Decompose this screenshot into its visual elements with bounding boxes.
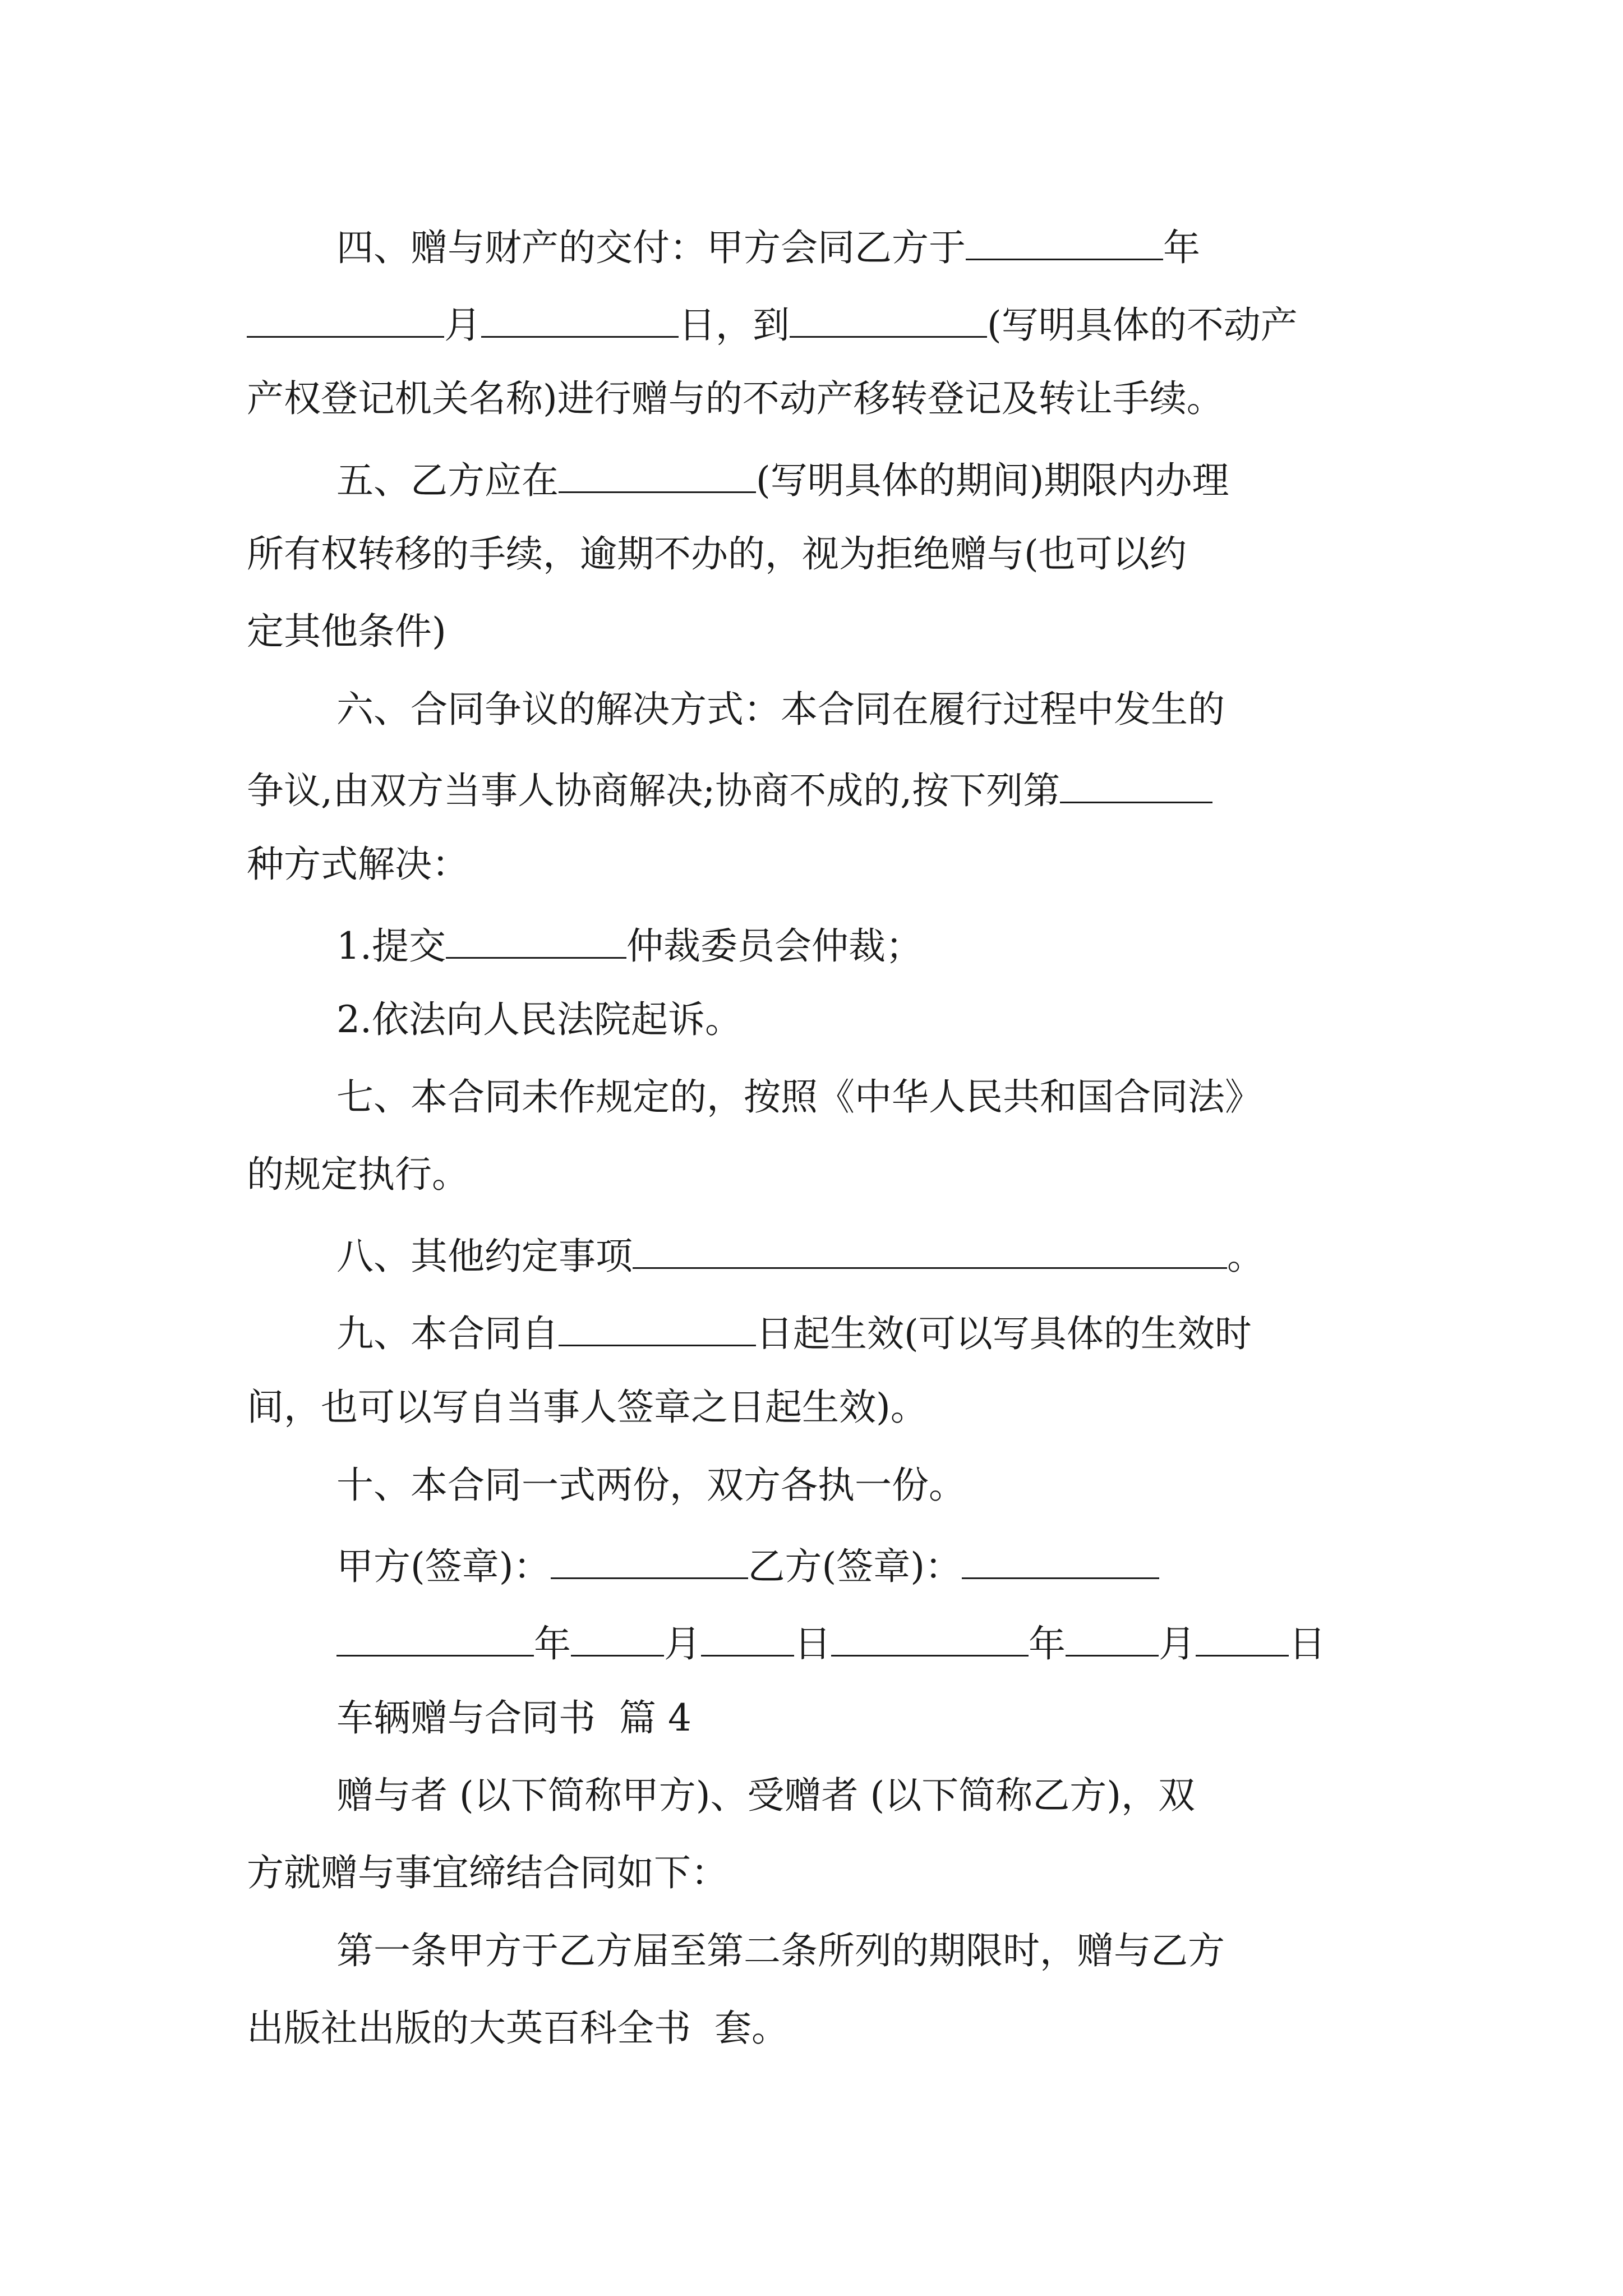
blank (559, 1308, 756, 1346)
clause5-line3: 定其他条件) (247, 610, 446, 653)
day-label: 日，到 (679, 303, 790, 347)
blank (559, 454, 756, 493)
clause9-text: 九、本合同自 (336, 1312, 559, 1355)
article1-line1: 第一条甲方于乙方届至第二条所列的期限时，赠与乙方 (336, 1929, 1225, 1972)
clause7-line1: 七、本合同未作规定的，按照《中华人民共和国合同法》 (336, 1075, 1262, 1119)
blank (701, 1618, 794, 1657)
clause6-line1: 六、合同争议的解决方式：本合同在履行过程中发生的 (336, 688, 1225, 731)
clause6-text: 争议,由双方当事人协商解决;协商不成的,按下列第 (247, 769, 1061, 812)
party-b-label: 乙方(签章)： (748, 1545, 962, 1588)
blank (1066, 1618, 1159, 1657)
blank (1196, 1618, 1289, 1657)
clause5-line2: 所有权转移的手续，逾期不办的，视为拒绝赠与(也可以约 (247, 532, 1187, 576)
section4-intro-line2: 方就赠与事宜缔结合同如下： (247, 1851, 728, 1894)
clause7-line2: 的规定执行。 (247, 1153, 469, 1196)
clause8-text: 八、其他约定事项 (336, 1235, 633, 1278)
clause6-line2 (247, 765, 1212, 812)
clause5-text: (写明具体的期间)期限内办理 (756, 459, 1229, 502)
clause5-text: 五、乙方应在 (336, 459, 559, 502)
blank (1060, 765, 1212, 803)
blank (633, 1230, 1227, 1269)
party-a-label: 甲方(签章)： (336, 1545, 551, 1588)
section4-intro-line1: 赠与者 (以下简称甲方)、受赠者 (以下简称乙方)，双 (336, 1774, 1195, 1817)
year-label: 年 (1029, 1622, 1066, 1665)
day-label: 日 (794, 1622, 831, 1665)
clause8-text: 。 (1227, 1235, 1264, 1278)
month-label: 月 (664, 1622, 701, 1665)
blank (446, 920, 626, 959)
year-label: 年 (534, 1622, 571, 1665)
blank (481, 299, 679, 338)
party-b-signature-blank (962, 1540, 1159, 1579)
option-text: 1.提交 (336, 924, 446, 968)
blank (571, 1618, 664, 1657)
month-label: 月 (1159, 1622, 1196, 1665)
clause4-text: (写明具体的不动产 (987, 303, 1298, 347)
party-a-signature-blank (551, 1540, 748, 1579)
signature-date-line (336, 1618, 1326, 1663)
clause10-line1: 十、本合同一式两份，双方各执一份。 (336, 1464, 966, 1507)
clause6-line3: 种方式解决： (247, 843, 469, 886)
clause4-line3: 产权登记机关名称)进行赠与的不动产移转登记及转让手续。 (247, 377, 1224, 420)
blank (336, 1618, 534, 1657)
signature-line (336, 1540, 1159, 1588)
clause9-text: 日起生效(可以写具体的生效时 (756, 1312, 1252, 1355)
clause4-line1 (336, 222, 1200, 269)
clause6-option2: 2.依法向人民法院起诉。 (336, 998, 742, 1041)
blank (831, 1618, 1029, 1657)
blank (790, 299, 987, 338)
year-blank (966, 222, 1163, 260)
day-label: 日 (1289, 1622, 1326, 1665)
clause5-line1 (336, 454, 1229, 502)
year-label: 年 (1163, 226, 1200, 269)
clause9-line1 (336, 1308, 1252, 1355)
clause4-line2 (247, 299, 1298, 347)
blank (247, 299, 444, 338)
clause4-text: 四、赠与财产的交付：甲方会同乙方于 (336, 226, 966, 269)
option-text: 仲裁委员会仲裁； (626, 924, 923, 968)
article1-line2: 出版社出版的大英百科全书 套。 (247, 2007, 789, 2050)
clause9-line2: 间，也可以写自当事人签章之日起生效)。 (247, 1386, 928, 1429)
section-heading: 车辆赠与合同书 篇 4 (336, 1696, 691, 1740)
month-label: 月 (444, 303, 481, 347)
clause6-option1 (336, 920, 923, 968)
clause8-line1 (336, 1230, 1264, 1278)
